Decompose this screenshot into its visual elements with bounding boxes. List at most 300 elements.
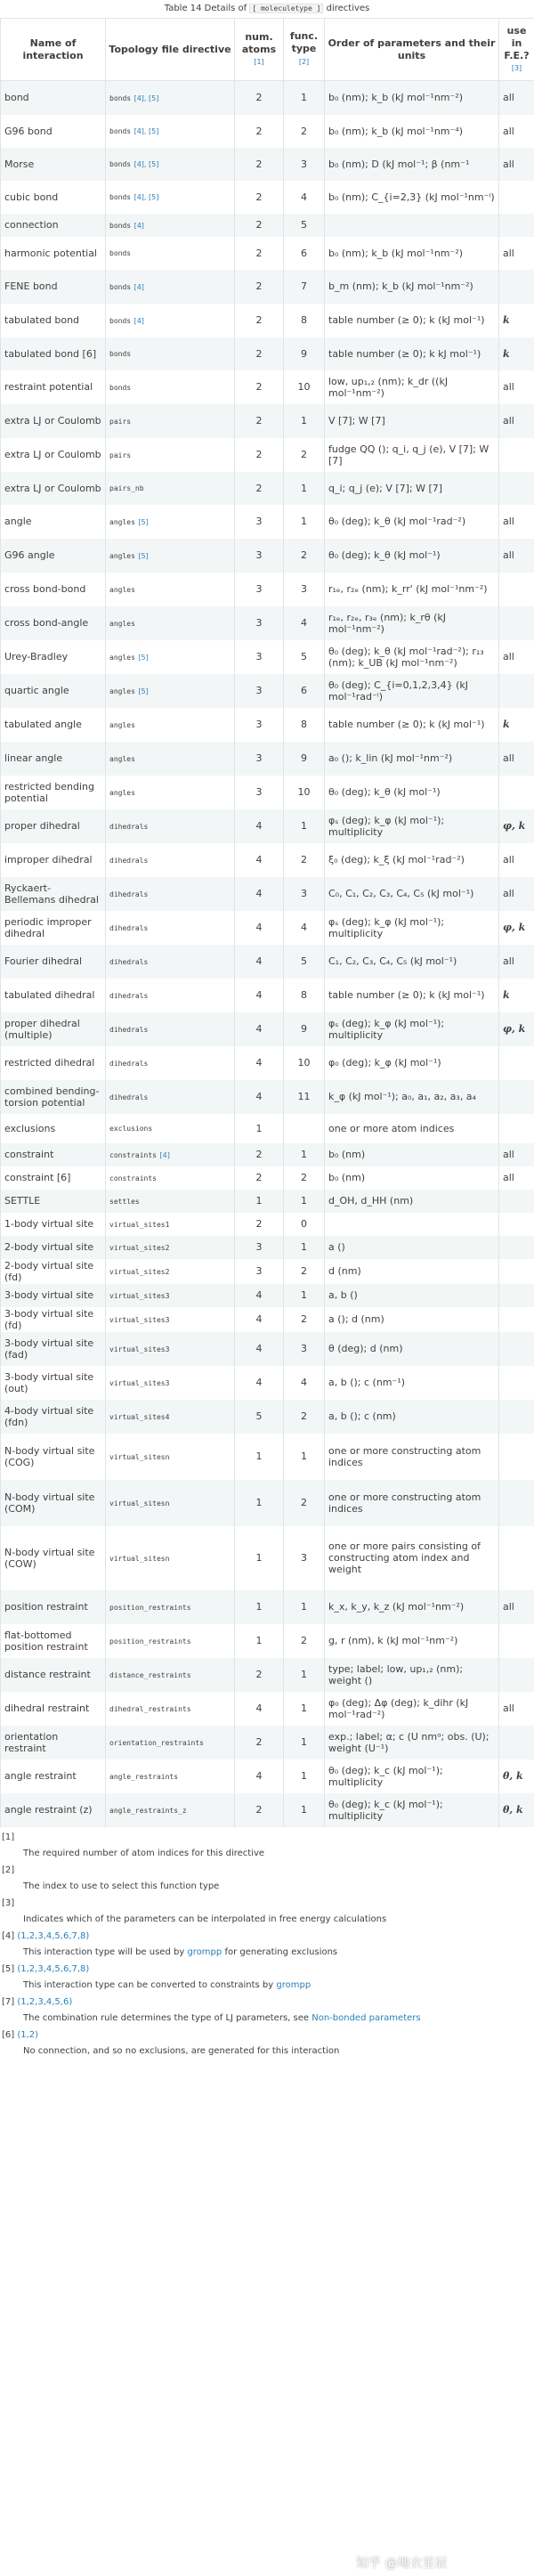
cell-directive: bonds [4], [5]	[106, 181, 235, 214]
table-caption	[0, 0, 534, 18]
cell-params: θ₀ (deg); k_c (kJ mol⁻¹); multiplicity	[325, 1793, 499, 1827]
cell-fe	[499, 1400, 534, 1434]
cell-name: Fourier dihedral	[1, 945, 106, 979]
cell-fe	[499, 674, 534, 708]
footnote-backrefs[interactable]: (1,2)	[17, 2029, 39, 2040]
table-row	[1, 304, 534, 337]
cell-atoms: 2	[235, 270, 284, 304]
cell-name: cross bond-angle	[1, 606, 106, 640]
cell-directive: virtual_sites1	[106, 1213, 235, 1236]
footnote-text: The index to use to select this function type	[23, 1881, 220, 1891]
cell-atoms: 3	[235, 1236, 284, 1259]
header-ftype: func. type [2]	[284, 19, 325, 81]
cell-ftype: 8	[284, 979, 325, 1012]
cell-fe: φ, k	[499, 1012, 534, 1046]
table-row	[1, 1624, 534, 1658]
cell-fe	[499, 1726, 534, 1759]
footnote-link[interactable]: Non-bonded parameters	[312, 2012, 421, 2023]
header-fe-ref[interactable]: [3]	[511, 63, 522, 72]
footnote-label: [1]	[2, 1832, 15, 1842]
cell-atoms: 2	[235, 1143, 284, 1166]
table-header-row	[1, 19, 534, 81]
cell-name: extra LJ or Coulomb	[1, 472, 106, 505]
cell-atoms: 2	[235, 81, 284, 115]
cell-refs[interactable]: [4], [5]	[134, 127, 159, 135]
cell-ftype: 4	[284, 911, 325, 945]
cell-params: C₀, C₁, C₂, C₃, C₄, C₅ (kJ mol⁻¹)	[325, 877, 499, 911]
cell-fe	[499, 1213, 534, 1236]
cell-ftype: 3	[284, 573, 325, 606]
cell-atoms: 4	[235, 877, 284, 911]
footnote-label: [6] (1,2)	[2, 2029, 39, 2040]
cell-params: θ₀ (deg); k_θ (kJ mol⁻¹rad⁻²); r₁₃ (nm); k_UB (kJ mol⁻¹nm⁻²)	[325, 640, 499, 674]
cell-directive: bonds [4]	[106, 270, 235, 304]
cell-directive: bonds [4], [5]	[106, 148, 235, 181]
footnote-item	[2, 1964, 532, 1990]
cell-params: type; label; low, up₁,₂ (nm); weight ()	[325, 1658, 499, 1692]
cell-params: one or more pairs consisting of constructing atom index and weight	[325, 1526, 499, 1590]
cell-params: one or more constructing atom indices	[325, 1480, 499, 1526]
cell-directive: dihedrals	[106, 1012, 235, 1046]
cell-ftype: 7	[284, 270, 325, 304]
cell-ftype: 9	[284, 742, 325, 776]
cell-params: exp.; label; α; c (U nmᵅ; obs. (U); weight (U⁻¹)	[325, 1726, 499, 1759]
cell-ftype: 1	[284, 1692, 325, 1726]
cell-ftype: 10	[284, 370, 325, 404]
cell-ftype: 2	[284, 1480, 325, 1526]
cell-atoms: 2	[235, 1726, 284, 1759]
cell-atoms: 5	[235, 1400, 284, 1434]
cell-name: periodic improper dihedral	[1, 911, 106, 945]
cell-params: b₀ (nm); k_b (kJ mol⁻¹nm⁻²)	[325, 81, 499, 115]
cell-ftype: 5	[284, 214, 325, 237]
cell-fe	[499, 776, 534, 809]
cell-fe: all	[499, 404, 534, 438]
footnote-item	[2, 1931, 532, 1957]
cell-params: d_OH, d_HH (nm)	[325, 1190, 499, 1213]
cell-atoms: 2	[235, 214, 284, 237]
cell-name: N-body virtual site (COM)	[1, 1480, 106, 1526]
cell-fe: all	[499, 370, 534, 404]
cell-params: φ₀ (deg); Δφ (deg); k_dihr (kJ mol⁻¹rad⁻²)	[325, 1692, 499, 1726]
cell-refs[interactable]: [5]	[138, 653, 149, 662]
cell-params: b_m (nm); k_b (kJ mol⁻¹nm⁻²)	[325, 270, 499, 304]
table-row	[1, 911, 534, 945]
watermark: 知乎 @地衣星辰	[356, 2556, 448, 2571]
cell-name: 1-body virtual site	[1, 1213, 106, 1236]
cell-name: G96 angle	[1, 539, 106, 573]
cell-params: a ()	[325, 1236, 499, 1259]
footnote-text: This interaction type will be used by grompp for generating exclusions	[23, 1946, 338, 1957]
cell-directive: constraints [4]	[106, 1143, 235, 1166]
cell-refs[interactable]: [5]	[138, 687, 149, 695]
table-row	[1, 742, 534, 776]
cell-name: Morse	[1, 148, 106, 181]
table-row	[1, 472, 534, 505]
cell-ftype: 2	[284, 438, 325, 472]
cell-name: restricted dihedral	[1, 1046, 106, 1080]
table-row	[1, 708, 534, 742]
table-row	[1, 809, 534, 843]
cell-ftype: 6	[284, 237, 325, 270]
cell-directive: virtual_sites4	[106, 1400, 235, 1434]
cell-fe	[499, 1434, 534, 1480]
cell-directive: bonds [4]	[106, 304, 235, 337]
table-row	[1, 979, 534, 1012]
footnote-text: Indicates which of the parameters can be interpolated in free energy calculations	[23, 1914, 387, 1924]
cell-name: quartic angle	[1, 674, 106, 708]
cell-ftype: 1	[284, 1726, 325, 1759]
table-row	[1, 1236, 534, 1259]
cell-ftype: 1	[284, 81, 325, 115]
table-row	[1, 1590, 534, 1624]
header-ftype-ref[interactable]: [2]	[298, 58, 310, 66]
cell-ftype: 2	[284, 539, 325, 573]
table-row	[1, 214, 534, 237]
table-row	[1, 573, 534, 606]
cell-ftype: 2	[284, 1166, 325, 1190]
cell-directive: angles [5]	[106, 674, 235, 708]
cell-directive: angle_restraints_z	[106, 1793, 235, 1827]
cell-atoms: 1	[235, 1480, 284, 1526]
cell-params: table number (≥ 0); k (kJ mol⁻¹)	[325, 304, 499, 337]
table-row	[1, 115, 534, 148]
footnote-link[interactable]: grompp	[187, 1946, 222, 1957]
cell-name: 2-body virtual site	[1, 1236, 106, 1259]
cell-fe	[499, 1658, 534, 1692]
cell-name: tabulated bond [6]	[1, 337, 106, 370]
cell-directive: bonds	[106, 237, 235, 270]
cell-atoms: 4	[235, 1759, 284, 1793]
cell-atoms: 3	[235, 505, 284, 539]
cell-fe: θ, k	[499, 1793, 534, 1827]
cell-ftype: 1	[284, 1759, 325, 1793]
cell-name: restraint potential	[1, 370, 106, 404]
table-row	[1, 1434, 534, 1480]
cell-name: proper dihedral	[1, 809, 106, 843]
cell-ftype: 2	[284, 1400, 325, 1434]
cell-params: θ (deg); d (nm)	[325, 1332, 499, 1366]
cell-fe	[499, 1332, 534, 1366]
cell-directive: dihedrals	[106, 1080, 235, 1114]
cell-atoms: 1	[235, 1114, 284, 1143]
table-row	[1, 1759, 534, 1793]
footnote-text: This interaction type can be converted to constraints by grompp	[23, 1979, 312, 1990]
cell-ftype: 10	[284, 1046, 325, 1080]
cell-params: φ₀ (deg); k_φ (kJ mol⁻¹)	[325, 1046, 499, 1080]
cell-atoms: 2	[235, 472, 284, 505]
cell-atoms: 3	[235, 742, 284, 776]
cell-params: d (nm)	[325, 1259, 499, 1284]
cell-ftype: 4	[284, 1366, 325, 1400]
cell-fe	[499, 1307, 534, 1332]
caption-code: [ moleculetype ]	[249, 4, 323, 13]
cell-name: position restraint	[1, 1590, 106, 1624]
cell-fe	[499, 1236, 534, 1259]
cell-name: 3-body virtual site	[1, 1284, 106, 1307]
cell-name: SETTLE	[1, 1190, 106, 1213]
cell-name: bond	[1, 81, 106, 115]
table-row	[1, 1307, 534, 1332]
cell-directive: dihedrals	[106, 1046, 235, 1080]
cell-directive: angles	[106, 742, 235, 776]
cell-name: FENE bond	[1, 270, 106, 304]
cell-atoms: 1	[235, 1590, 284, 1624]
table-row	[1, 181, 534, 214]
cell-params: b₀ (nm); k_b (kJ mol⁻¹nm⁻⁴)	[325, 115, 499, 148]
cell-ftype: 8	[284, 708, 325, 742]
cell-fe: all	[499, 237, 534, 270]
cell-fe	[499, 1190, 534, 1213]
table-row	[1, 539, 534, 573]
table-row	[1, 945, 534, 979]
cell-atoms: 2	[235, 1793, 284, 1827]
table-row	[1, 81, 534, 115]
cell-params: C₁, C₂, C₃, C₄, C₅ (kJ mol⁻¹)	[325, 945, 499, 979]
cell-name: distance restraint	[1, 1658, 106, 1692]
cell-name: N-body virtual site (COW)	[1, 1526, 106, 1590]
cell-refs[interactable]: [5]	[138, 517, 149, 526]
table-row	[1, 606, 534, 640]
cell-params: ξ₀ (deg); k_ξ (kJ mol⁻¹rad⁻²)	[325, 843, 499, 877]
table-row	[1, 1012, 534, 1046]
cell-name: constraint [6]	[1, 1166, 106, 1190]
cell-fe: k	[499, 979, 534, 1012]
cell-params: q_i; q_j (e); V [7]; W [7]	[325, 472, 499, 505]
cell-name: angle restraint	[1, 1759, 106, 1793]
table-row	[1, 1692, 534, 1726]
cell-params: θ₀ (deg); k_c (kJ mol⁻¹); multiplicity	[325, 1759, 499, 1793]
cell-ftype: 1	[284, 1590, 325, 1624]
cell-ftype: 3	[284, 877, 325, 911]
header-atoms-ref[interactable]: [1]	[254, 57, 264, 66]
cell-directive: dihedrals	[106, 911, 235, 945]
cell-fe: all	[499, 742, 534, 776]
table-row	[1, 1526, 534, 1590]
cell-directive: dihedrals	[106, 843, 235, 877]
cell-fe: all	[499, 539, 534, 573]
cell-params: φₛ (deg); k_φ (kJ mol⁻¹); multiplicity	[325, 1012, 499, 1046]
cell-directive: dihedrals	[106, 809, 235, 843]
cell-atoms: 3	[235, 640, 284, 674]
cell-refs[interactable]: [4]	[134, 316, 144, 325]
cell-params: a₀ (); k_lin (kJ mol⁻¹nm⁻²)	[325, 742, 499, 776]
cell-atoms: 3	[235, 708, 284, 742]
cell-fe	[499, 1366, 534, 1400]
cell-atoms: 2	[235, 181, 284, 214]
cell-params	[325, 214, 499, 237]
cell-ftype: 3	[284, 148, 325, 181]
cell-params	[325, 1213, 499, 1236]
cell-directive: angles [5]	[106, 640, 235, 674]
cell-directive: bonds [4], [5]	[106, 115, 235, 148]
table-row	[1, 270, 534, 304]
cell-params: a, b ()	[325, 1284, 499, 1307]
cell-atoms: 4	[235, 809, 284, 843]
cell-fe	[499, 438, 534, 472]
cell-atoms: 2	[235, 370, 284, 404]
cell-atoms: 1	[235, 1434, 284, 1480]
cell-atoms: 1	[235, 1526, 284, 1590]
cell-ftype: 1	[284, 404, 325, 438]
header-fe: use in F.E.? [3]	[499, 19, 534, 81]
cell-ftype: 3	[284, 1526, 325, 1590]
footnote-backrefs[interactable]: (1,2,3,4,5,6,7,8)	[17, 1930, 90, 1941]
cell-fe: all	[499, 945, 534, 979]
cell-ftype: 11	[284, 1080, 325, 1114]
cell-fe: all	[499, 148, 534, 181]
cell-name: G96 bond	[1, 115, 106, 148]
cell-refs[interactable]: [5]	[138, 551, 149, 560]
cell-ftype: 5	[284, 945, 325, 979]
cell-fe: all	[499, 1143, 534, 1166]
cell-fe: all	[499, 505, 534, 539]
cell-params: table number (≥ 0); k (kJ mol⁻¹)	[325, 979, 499, 1012]
header-atoms: num. atoms [1]	[235, 19, 284, 81]
cell-fe	[499, 270, 534, 304]
table-row	[1, 1080, 534, 1114]
cell-atoms: 4	[235, 843, 284, 877]
table-row	[1, 1046, 534, 1080]
cell-params: k_x, k_y, k_z (kJ mol⁻¹nm⁻²)	[325, 1590, 499, 1624]
cell-atoms: 2	[235, 148, 284, 181]
cell-params: a (); d (nm)	[325, 1307, 499, 1332]
cell-refs[interactable]: [4]	[134, 282, 144, 291]
cell-params: b₀ (nm); C_{i=2,3} (kJ mol⁻¹nm⁻ⁱ)	[325, 181, 499, 214]
table-row	[1, 337, 534, 370]
cell-ftype: 2	[284, 1307, 325, 1332]
cell-atoms: 2	[235, 1166, 284, 1190]
table-row	[1, 438, 534, 472]
cell-directive: virtual_sitesn	[106, 1434, 235, 1480]
cell-ftype: 10	[284, 776, 325, 809]
cell-ftype: 1	[284, 1190, 325, 1213]
cell-ftype: 1	[284, 809, 325, 843]
cell-atoms: 4	[235, 1692, 284, 1726]
cell-name: flat-bottomed position restraint	[1, 1624, 106, 1658]
cell-atoms: 3	[235, 606, 284, 640]
cell-params: V [7]; W [7]	[325, 404, 499, 438]
cell-directive: constraints	[106, 1166, 235, 1190]
cell-fe: φ, k	[499, 911, 534, 945]
cell-directive: pairs	[106, 438, 235, 472]
cell-fe	[499, 1259, 534, 1284]
cell-fe: k	[499, 708, 534, 742]
cell-refs[interactable]: [4], [5]	[134, 193, 159, 201]
cell-refs[interactable]: [4], [5]	[134, 160, 159, 168]
cell-directive: angle_restraints	[106, 1759, 235, 1793]
cell-fe	[499, 181, 534, 214]
cell-ftype: 3	[284, 1332, 325, 1366]
footnote-item	[2, 2030, 532, 2056]
cell-name: tabulated bond	[1, 304, 106, 337]
cell-name: 3-body virtual site (fad)	[1, 1332, 106, 1366]
cell-atoms: 2	[235, 404, 284, 438]
cell-params: r₁ₑ, r₂ₑ, r₃ₑ (nm); k_rθ (kJ mol⁻¹nm⁻²)	[325, 606, 499, 640]
footnote-label: [3]	[2, 1897, 15, 1908]
table-row	[1, 776, 534, 809]
caption-suffix: directives	[326, 4, 370, 13]
cell-params: b₀ (nm); k_b (kJ mol⁻¹nm⁻²)	[325, 237, 499, 270]
cell-atoms: 2	[235, 1213, 284, 1236]
table-row	[1, 1793, 534, 1827]
footnote-item	[2, 1997, 532, 2023]
cell-name: cubic bond	[1, 181, 106, 214]
cell-directive: pairs_nb	[106, 472, 235, 505]
cell-directive: bonds [4], [5]	[106, 81, 235, 115]
cell-ftype: 1	[284, 1284, 325, 1307]
cell-name: tabulated angle	[1, 708, 106, 742]
cell-params: low, up₁,₂ (nm); k_dr ((kJ mol⁻¹nm⁻²)	[325, 370, 499, 404]
cell-fe: all	[499, 843, 534, 877]
cell-name: 3-body virtual site (fd)	[1, 1307, 106, 1332]
cell-refs[interactable]: [4], [5]	[134, 93, 159, 102]
footnote-item	[2, 1865, 532, 1891]
cell-params: a, b (); c (nm⁻¹)	[325, 1366, 499, 1400]
footnote-backrefs[interactable]: (1,2,3,4,5,6)	[17, 1996, 73, 2007]
cell-ftype: 5	[284, 640, 325, 674]
cell-atoms: 4	[235, 979, 284, 1012]
cell-ftype: 1	[284, 1236, 325, 1259]
cell-atoms: 4	[235, 1307, 284, 1332]
footnote-backrefs[interactable]: (1,2,3,4,5,6,7,8)	[17, 1963, 90, 1974]
table-row	[1, 1143, 534, 1166]
cell-directive: bonds	[106, 337, 235, 370]
cell-directive: dihedrals	[106, 945, 235, 979]
cell-name: exclusions	[1, 1114, 106, 1143]
cell-fe	[499, 214, 534, 237]
cell-params: fudge QQ (); q_i, q_j (e), V [7]; W [7]	[325, 438, 499, 472]
table-row	[1, 1190, 534, 1213]
table-row	[1, 237, 534, 270]
cell-directive: dihedrals	[106, 979, 235, 1012]
footnote-text: The combination rule determines the type of LJ parameters, see Non-bonded parameters	[23, 2012, 421, 2023]
cell-atoms: 1	[235, 1624, 284, 1658]
footnote-item	[2, 1898, 532, 1924]
cell-directive: virtual_sites2	[106, 1259, 235, 1284]
cell-params: φₛ (deg); k_φ (kJ mol⁻¹); multiplicity	[325, 809, 499, 843]
cell-name: 3-body virtual site (out)	[1, 1366, 106, 1400]
cell-name: connection	[1, 214, 106, 237]
table-row	[1, 877, 534, 911]
cell-name: 2-body virtual site (fd)	[1, 1259, 106, 1284]
cell-atoms: 2	[235, 237, 284, 270]
cell-fe: φ, k	[499, 809, 534, 843]
table-body	[1, 81, 534, 1827]
cell-directive: virtual_sites2	[106, 1236, 235, 1259]
cell-refs[interactable]: [4]	[134, 221, 144, 230]
cell-fe: all	[499, 115, 534, 148]
cell-fe	[499, 1284, 534, 1307]
cell-directive: angles	[106, 776, 235, 809]
footnote-link[interactable]: grompp	[276, 1979, 312, 1990]
cell-fe	[499, 606, 534, 640]
cell-atoms: 2	[235, 1658, 284, 1692]
footnotes	[0, 1827, 534, 2056]
footnote-item	[2, 1832, 532, 1858]
cell-directive: angles [5]	[106, 539, 235, 573]
cell-atoms: 2	[235, 337, 284, 370]
cell-refs[interactable]: [4]	[159, 1150, 170, 1159]
cell-params: one or more constructing atom indices	[325, 1434, 499, 1480]
cell-ftype: 8	[284, 304, 325, 337]
cell-atoms: 3	[235, 539, 284, 573]
table-row	[1, 640, 534, 674]
cell-name: dihedral restraint	[1, 1692, 106, 1726]
cell-params: b₀ (nm); D (kJ mol⁻¹; β (nm⁻¹	[325, 148, 499, 181]
cell-fe: k	[499, 304, 534, 337]
cell-directive: virtual_sites3	[106, 1366, 235, 1400]
